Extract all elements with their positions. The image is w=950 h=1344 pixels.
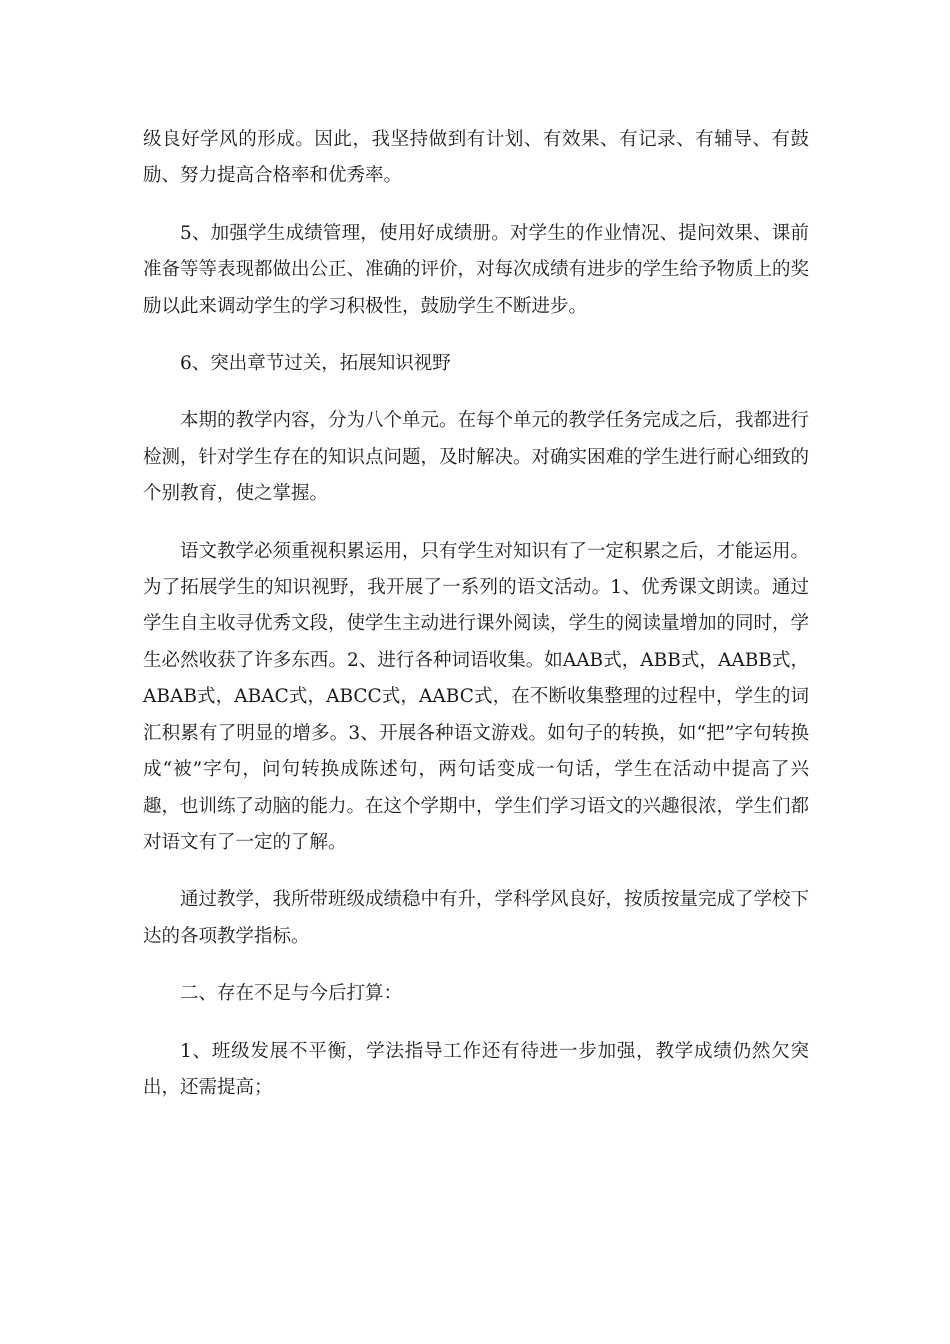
- paragraph-heading-chapter: 6、突出章节过关，拓展知识视野: [180, 353, 451, 375]
- paragraph-continuation: 级良好学风的形成。因此，我坚持做到有计划、有效果、有记录、有辅导、有鼓励、努力提高合格率和优秀率。: [143, 129, 809, 187]
- paragraph-results: 通过教学，我所带班级成绩稳中有升，学科学风良好，按质按量完成了学校下达的各项教学指标。: [143, 889, 810, 947]
- paragraph-heading-shortcomings: 二、存在不足与今后打算：: [180, 983, 403, 1005]
- paragraph-grade-management: 5、加强学生成绩管理，使用好成绩册。对学生的作业情况、提问效果、课前准备等等表现都做出公正、准确的评价，对每次成绩有进步的学生给予物质上的奖励以此来调动学生的学习积极性，鼓励学生不断进步。: [143, 222, 810, 317]
- document-body: [143, 122, 809, 1127]
- paragraph-chinese-activities: 语文教学必须重视积累运用，只有学生对知识有了一定积累之后，才能运用。为了拓展学生的知识视野，我开展了一系列的语文活动。1、优秀课文朗读。通过学生自主收寻优秀文段，使学生主动进行课外阅读，学生的阅读量增加的同时，学生必然收获了许多东西。2、进行各种词语收集。如AAB式，ABB式，AABB式，ABAB式，ABAC式，ABCC式，AABC式，在不断收集整理的过程中，学生的词汇积累有了明显的增多。3、开展各种语文游戏。如句子的转换，如“把”字句转换成“被”字句，问句转换成陈述句，两句话变成一句话，学生在活动中提高了兴趣，也训练了动脑的能力。在这个学期中，学生们学习语文的兴趣很浓，学生们都对语文有了一定的了解。: [143, 540, 810, 853]
- paragraph-shortcoming-1: 1、班级发展不平衡，学法指导工作还有待进一步加强，教学成绩仍然欠突出，还需提高；: [143, 1040, 809, 1098]
- paragraph-teaching-content: 本期的教学内容，分为八个单元。在每个单元的教学任务完成之后，我都进行检测，针对学生存在的知识点问题，及时解决。对确实困难的学生进行耐心细致的个别教育，使之掌握。: [143, 410, 810, 505]
